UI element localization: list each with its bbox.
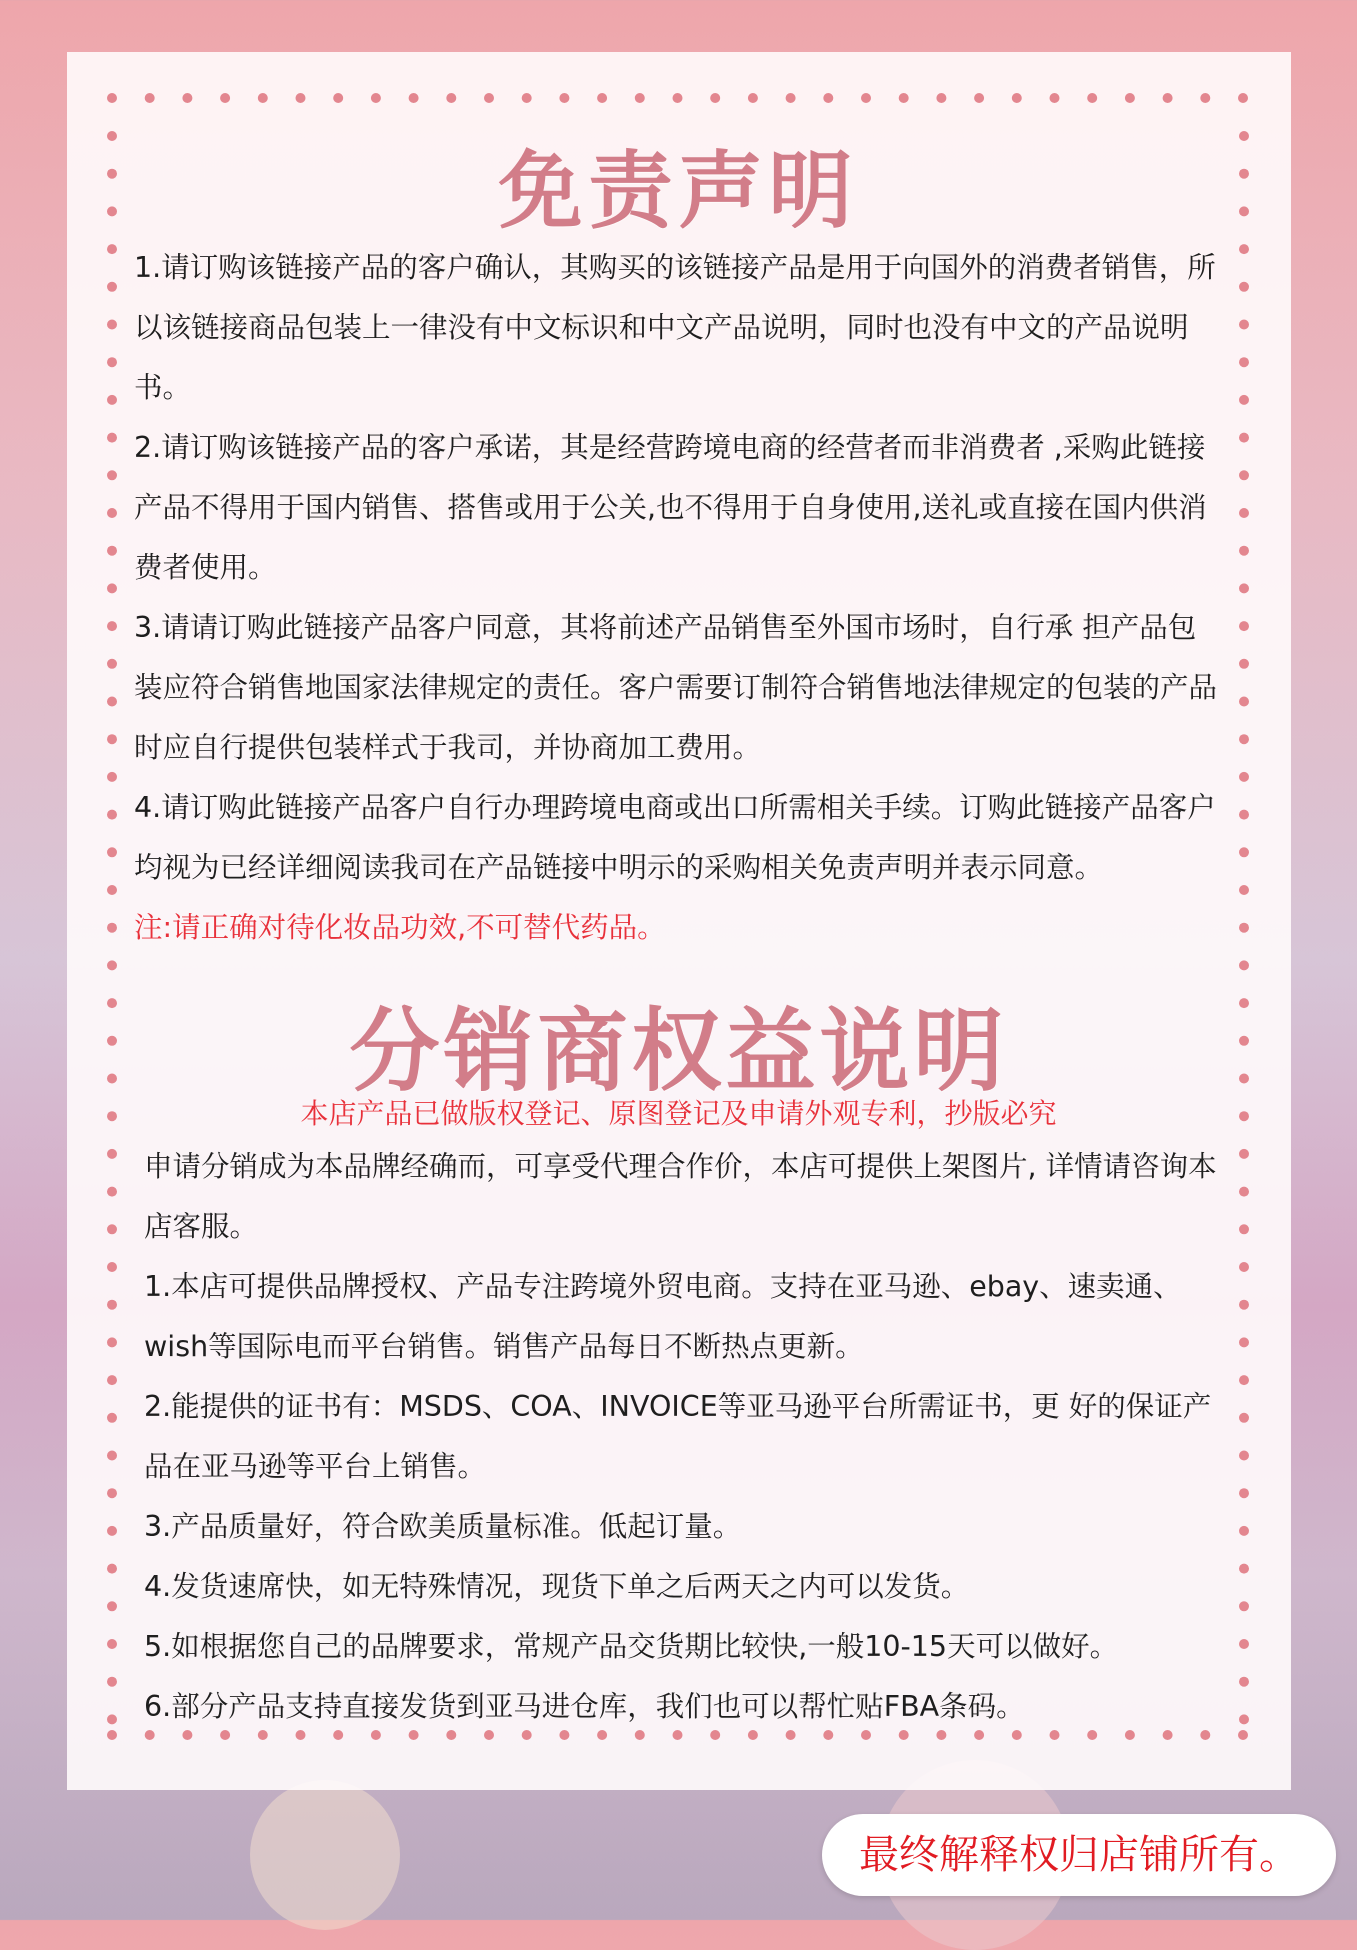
border-dot bbox=[145, 93, 155, 103]
border-dot bbox=[107, 1677, 117, 1687]
border-dot bbox=[107, 923, 117, 933]
border-dot bbox=[1239, 734, 1249, 744]
border-dot bbox=[1239, 1224, 1249, 1234]
border-dot bbox=[1239, 1413, 1249, 1423]
distributor-item-5: 5.如根据您自己的品牌要求，常规产品交货期比较快,一般10-15天可以做好。 bbox=[144, 1630, 1119, 1663]
distributor-item-6: 6.部分产品支持直接发货到亚马进仓库，我们也可以帮忙贴FBA条码。 bbox=[144, 1690, 1025, 1723]
border-dot bbox=[1239, 1149, 1249, 1159]
border-dot bbox=[1239, 583, 1249, 593]
border-dot bbox=[1239, 847, 1249, 857]
border-dot bbox=[107, 1451, 117, 1461]
distributor-subtitle: 本店产品已做版权登记、原图登记及申请外观专利，抄版必究 bbox=[300, 1097, 1057, 1130]
border-dot bbox=[1239, 621, 1249, 631]
border-dot bbox=[107, 1601, 117, 1611]
disclaimer-note: 注:请正确对待化妆品功效,不可替代药品。 bbox=[134, 911, 666, 944]
border-dot bbox=[1239, 244, 1249, 254]
border-dot bbox=[1239, 1564, 1249, 1574]
border-dot bbox=[1125, 93, 1135, 103]
border-dot bbox=[220, 93, 230, 103]
border-dot bbox=[107, 1730, 117, 1740]
border-dot bbox=[1239, 885, 1249, 895]
border-dot bbox=[635, 93, 645, 103]
border-dot bbox=[333, 93, 343, 103]
border-dot bbox=[936, 93, 946, 103]
border-dot bbox=[1239, 923, 1249, 933]
border-dot bbox=[1239, 1639, 1249, 1649]
border-dot bbox=[1200, 93, 1210, 103]
border-dot bbox=[1239, 395, 1249, 405]
border-dot bbox=[1087, 93, 1097, 103]
disclaimer-section bbox=[134, 238, 1224, 958]
border-dot bbox=[1239, 1714, 1249, 1724]
border-dot bbox=[861, 93, 871, 103]
border-dot bbox=[1239, 433, 1249, 443]
border-dot bbox=[1239, 282, 1249, 292]
disclaimer-paragraph-1: 1.请订购该链接产品的客户确认，其购买的该链接产品是用于向国外的消费者销售，所以该链接商品包装上一律没有中文标识和中文产品说明，同时也没有中文的产品说明书。 bbox=[134, 251, 1216, 404]
border-dot bbox=[107, 282, 117, 292]
border-dot bbox=[1239, 1300, 1249, 1310]
border-dot bbox=[748, 93, 758, 103]
border-dot bbox=[107, 1224, 117, 1234]
border-dot bbox=[1239, 960, 1249, 970]
disclaimer-paragraph-4: 4.请订购此链接产品客户自行办理跨境电商或出口所需相关手续。订购此链接产品客户均视为已经详细阅读我司在产品链接中明示的采购相关免责声明并表示同意。 bbox=[134, 791, 1216, 884]
border-dot bbox=[710, 93, 720, 103]
border-dot bbox=[107, 1413, 117, 1423]
border-dot bbox=[1239, 546, 1249, 556]
border-dot bbox=[1239, 697, 1249, 707]
border-dot bbox=[1238, 93, 1248, 103]
border-dot bbox=[296, 93, 306, 103]
border-dot bbox=[1239, 1601, 1249, 1611]
border-dot bbox=[1239, 772, 1249, 782]
border-dot bbox=[107, 659, 117, 669]
border-dot bbox=[107, 621, 117, 631]
border-dot bbox=[107, 885, 117, 895]
border-dot bbox=[484, 93, 494, 103]
border-dot bbox=[107, 508, 117, 518]
border-dot bbox=[1239, 320, 1249, 330]
border-dot bbox=[446, 93, 456, 103]
border-dot bbox=[1012, 93, 1022, 103]
border-dot bbox=[559, 93, 569, 103]
border-dot bbox=[107, 1262, 117, 1272]
footer-text: 最终解释权归店铺所有。 bbox=[859, 1832, 1299, 1878]
border-dot bbox=[1239, 810, 1249, 820]
border-dot bbox=[107, 1564, 117, 1574]
border-dot bbox=[899, 93, 909, 103]
border-dot bbox=[107, 1149, 117, 1159]
border-dot bbox=[107, 433, 117, 443]
distributor-item-4: 4.发货速席快，如无特殊情况，现货下单之后两天之内可以发货。 bbox=[144, 1570, 970, 1603]
border-dot bbox=[107, 546, 117, 556]
border-dot bbox=[107, 244, 117, 254]
distributor-section bbox=[144, 1137, 1224, 1737]
border-dot bbox=[107, 93, 117, 103]
disclaimer-title: 免责声明 bbox=[498, 142, 859, 240]
border-dot bbox=[107, 1714, 117, 1724]
border-dot bbox=[823, 93, 833, 103]
border-dot bbox=[107, 847, 117, 857]
distributor-item-3: 3.产品质量好，符合欧美质量标准。低起订量。 bbox=[144, 1510, 742, 1543]
border-dot bbox=[107, 772, 117, 782]
border-dot bbox=[107, 1300, 117, 1310]
border-dot bbox=[107, 583, 117, 593]
border-dot bbox=[107, 470, 117, 480]
distributor-item-1: 1.本店可提供品牌授权、产品专注跨境外贸电商。支持在亚马逊、ebay、速卖通、wish等国际电而平台销售。销售产品每日不断热点更新。 bbox=[144, 1270, 1182, 1363]
border-dot bbox=[107, 1488, 117, 1498]
border-dot bbox=[182, 93, 192, 103]
border-dot bbox=[107, 320, 117, 330]
border-dot bbox=[522, 93, 532, 103]
border-dot bbox=[1239, 1488, 1249, 1498]
border-dot bbox=[409, 93, 419, 103]
border-dot bbox=[107, 395, 117, 405]
border-dot bbox=[107, 810, 117, 820]
border-dot bbox=[107, 734, 117, 744]
border-dot bbox=[1239, 1337, 1249, 1347]
disclaimer-paragraph-2: 2.请订购该链接产品的客户承诺，其是经营跨境电商的经营者而非消费者 ,采购此链接产品不得用于国内销售、搭售或用于公关,也不得用于自身使用,送礼或直接在国内供消费者使用。 bbox=[134, 431, 1207, 584]
border-dot bbox=[1239, 1262, 1249, 1272]
border-dot bbox=[1239, 508, 1249, 518]
border-dot bbox=[1239, 659, 1249, 669]
border-dot bbox=[1239, 1451, 1249, 1461]
border-dot bbox=[107, 1639, 117, 1649]
border-dot bbox=[1163, 93, 1173, 103]
border-dot bbox=[786, 93, 796, 103]
border-dot bbox=[1239, 1526, 1249, 1536]
border-dot bbox=[371, 93, 381, 103]
border-dot bbox=[1239, 1187, 1249, 1197]
border-dot bbox=[107, 697, 117, 707]
border-dot bbox=[1050, 93, 1060, 103]
border-dot bbox=[1239, 1677, 1249, 1687]
border-dot bbox=[974, 93, 984, 103]
border-dot bbox=[107, 1526, 117, 1536]
footer-badge bbox=[822, 1814, 1336, 1896]
border-dot bbox=[1239, 1375, 1249, 1385]
distributor-intro: 申请分销成为本品牌经确而，可享受代理合作价，本店可提供上架图片, 详情请咨询本店客服。 bbox=[144, 1150, 1217, 1243]
border-dot bbox=[258, 93, 268, 103]
border-dot bbox=[673, 93, 683, 103]
disclaimer-paragraph-3: 3.请请订购此链接产品客户同意，其将前述产品销售至外国市场时，自行承 担产品包装应符合销售地国家法律规定的责任。客户需要订制符合销售地法律规定的包装的产品时应自行提供包装样式于我司，并协商加工费用。 bbox=[134, 611, 1218, 764]
border-dot bbox=[1238, 1730, 1248, 1740]
border-dot bbox=[107, 960, 117, 970]
border-dot bbox=[107, 1187, 117, 1197]
border-dot bbox=[107, 357, 117, 367]
border-dot bbox=[107, 1375, 117, 1385]
border-dot bbox=[107, 1337, 117, 1347]
border-dot bbox=[1239, 357, 1249, 367]
distributor-title: 分销商权益说明 bbox=[349, 999, 1008, 1104]
border-dot bbox=[597, 93, 607, 103]
border-dot bbox=[1239, 470, 1249, 480]
distributor-item-2: 2.能提供的证书有：MSDS、COA、INVOICE等亚马逊平台所需证书，更 好的保证产品在亚马逊等平台上销售。 bbox=[144, 1390, 1212, 1483]
